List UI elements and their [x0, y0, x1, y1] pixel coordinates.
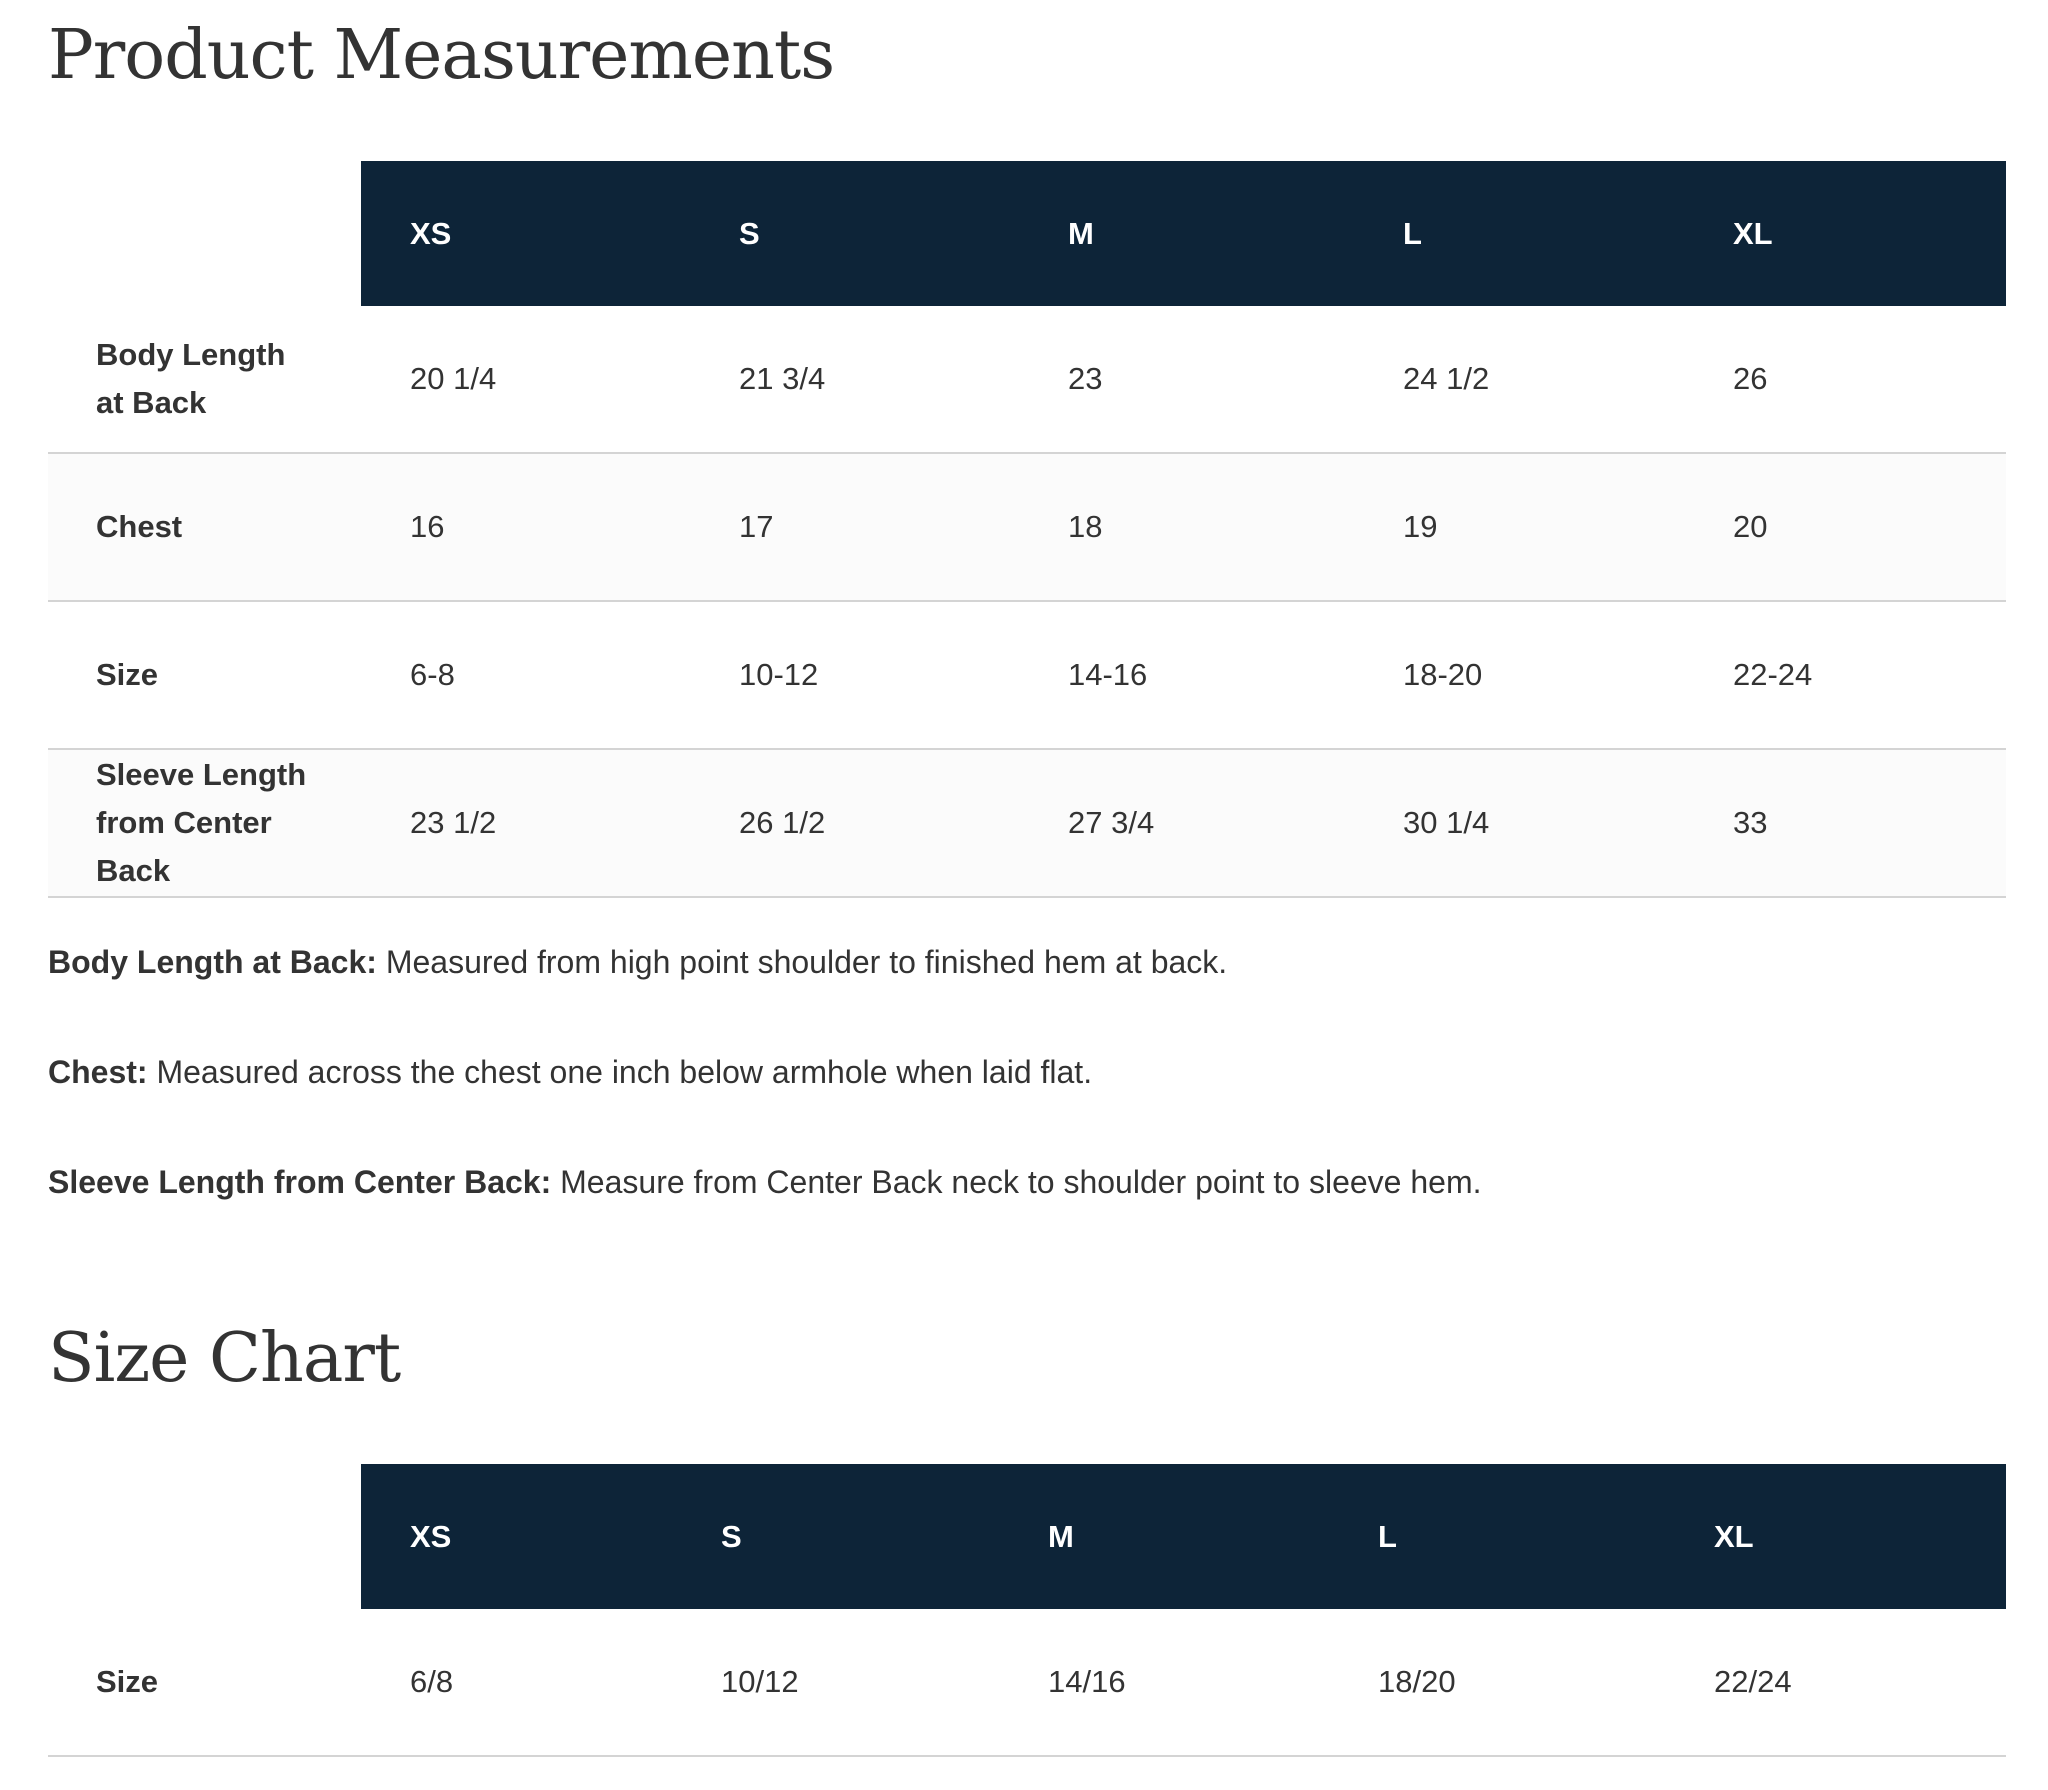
- table-row: [48, 453, 2006, 601]
- note-body-length: [48, 944, 1481, 980]
- table-cell: 27 3/4: [1019, 749, 1354, 897]
- measurements-table: [48, 161, 2006, 898]
- table-cell: 20: [1684, 453, 2006, 601]
- table-cell: 14/16: [999, 1609, 1329, 1756]
- size-chart-title: Size Chart: [48, 1319, 401, 1398]
- table-cell: 6-8: [361, 601, 690, 749]
- note-term: Chest:: [48, 1054, 148, 1090]
- measurement-notes: [48, 944, 1481, 1274]
- header-xl: XL: [1684, 161, 2006, 306]
- note-text: Measure from Center Back neck to shoulder point to sleeve hem.: [551, 1164, 1482, 1200]
- header-m: M: [1019, 161, 1354, 306]
- table-cell: 24 1/2: [1354, 306, 1684, 453]
- table-cell: 22/24: [1665, 1609, 2006, 1756]
- table-row: [48, 749, 2006, 897]
- header-l: L: [1329, 1464, 1665, 1609]
- header-l: L: [1354, 161, 1684, 306]
- header-xl: XL: [1665, 1464, 2006, 1609]
- table-cell: 14-16: [1019, 601, 1354, 749]
- header-xs: XS: [361, 1464, 672, 1609]
- note-text: Measured across the chest one inch below armhole when laid flat.: [147, 1054, 1093, 1090]
- row-label: Sleeve Length from Center Back: [48, 749, 361, 897]
- table-row: [48, 601, 2006, 749]
- table-cell: 23: [1019, 306, 1354, 453]
- table-cell: 10/12: [672, 1609, 999, 1756]
- size-chart-table: [48, 1464, 2006, 1757]
- header-m: M: [999, 1464, 1329, 1609]
- product-measurements-title: Product Measurements: [48, 16, 835, 95]
- table-cell: 30 1/4: [1354, 749, 1684, 897]
- table-cell: 18: [1019, 453, 1354, 601]
- row-label: Size: [48, 1609, 361, 1756]
- table-cell: 26: [1684, 306, 2006, 453]
- row-label: Size: [48, 601, 361, 749]
- note-chest: [48, 1054, 1481, 1090]
- header-corner: [48, 161, 361, 306]
- table-cell: 17: [690, 453, 1019, 601]
- table-cell: 22-24: [1684, 601, 2006, 749]
- header-corner: [48, 1464, 361, 1609]
- note-term: Body Length at Back:: [48, 944, 377, 980]
- table-cell: 23 1/2: [361, 749, 690, 897]
- table-cell: 18/20: [1329, 1609, 1665, 1756]
- table-cell: 18-20: [1354, 601, 1684, 749]
- table-cell: 16: [361, 453, 690, 601]
- note-sleeve-length: [48, 1164, 1481, 1200]
- table-cell: 20 1/4: [361, 306, 690, 453]
- table-row: [48, 306, 2006, 453]
- header-s: S: [672, 1464, 999, 1609]
- table-row: [48, 1609, 2006, 1756]
- row-label: Body Length at Back: [48, 306, 361, 453]
- table-cell: 6/8: [361, 1609, 672, 1756]
- table-cell: 19: [1354, 453, 1684, 601]
- table-cell: 26 1/2: [690, 749, 1019, 897]
- header-s: S: [690, 161, 1019, 306]
- note-text: Measured from high point shoulder to finished hem at back.: [376, 944, 1228, 980]
- note-term: Sleeve Length from Center Back:: [48, 1164, 552, 1200]
- row-label: Chest: [48, 453, 361, 601]
- measurements-header-row: [48, 161, 2006, 306]
- table-cell: 10-12: [690, 601, 1019, 749]
- table-cell: 33: [1684, 749, 2006, 897]
- table-cell: 21 3/4: [690, 306, 1019, 453]
- header-xs: XS: [361, 161, 690, 306]
- size-chart-header-row: [48, 1464, 2006, 1609]
